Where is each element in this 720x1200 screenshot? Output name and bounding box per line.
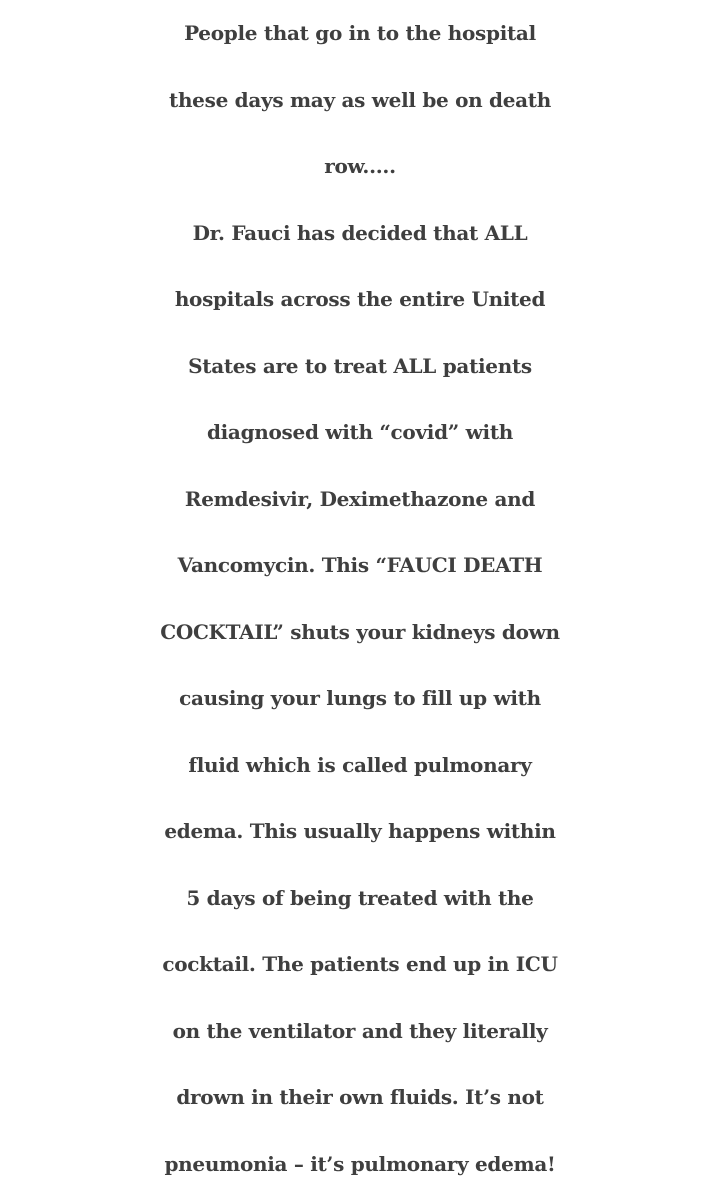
text-line: hospitals across the entire United xyxy=(174,287,546,311)
text-line: on the ventilator and they literally xyxy=(172,1019,548,1043)
text-line: these days may as well be on death xyxy=(169,88,551,112)
text-line: row..... xyxy=(324,154,396,178)
text-line: pneumonia – it’s pulmonary edema! xyxy=(164,1152,556,1176)
text-line: Remdesivir, Deximethazone and xyxy=(184,487,536,511)
text-line: People that go in to the hospital xyxy=(184,21,536,45)
text-line: diagnosed with “covid” with xyxy=(206,420,514,444)
text-line: 5 days of being treated with the xyxy=(186,886,534,910)
text-line: COCKTAIL” shuts your kidneys down xyxy=(160,620,560,644)
text-line: fluid which is called pulmonary xyxy=(188,753,532,777)
text-line: cocktail. The patients end up in ICU xyxy=(162,952,558,976)
text-line: drown in their own fluids. It’s not xyxy=(176,1085,544,1109)
text-line: edema. This usually happens within xyxy=(164,819,556,843)
text-line: States are to treat ALL patients xyxy=(188,354,532,378)
text-line: causing your lungs to fill up with xyxy=(179,686,541,710)
text-line: Vancomycin. This “FAUCI DEATH xyxy=(177,553,543,577)
text-line: Dr. Fauci has decided that ALL xyxy=(192,221,528,245)
